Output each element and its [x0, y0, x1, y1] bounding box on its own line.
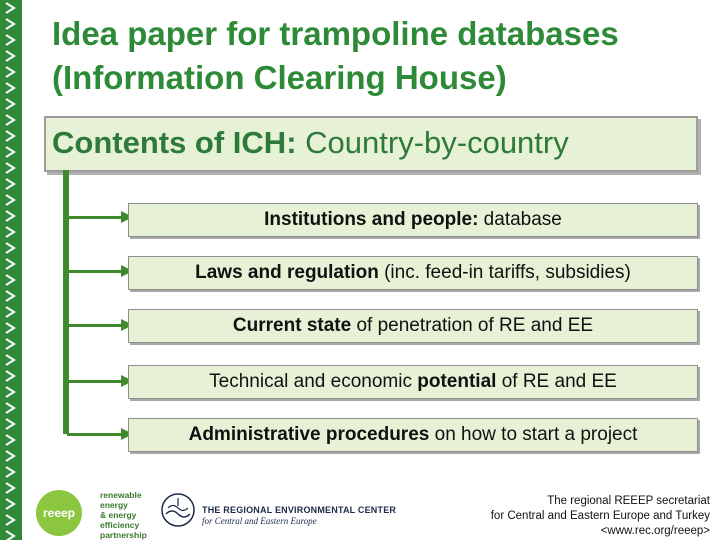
tree-trunk-line [63, 170, 69, 434]
title-line-1: Idea paper for trampoline databases [52, 15, 619, 52]
item-text-bold: Laws and regulation [195, 262, 379, 283]
rec-name: THE REGIONAL ENVIRONMENTAL CENTER [202, 505, 397, 515]
item-text-post: database [478, 209, 562, 230]
footer-line-1: The regional REEEP secretariat [547, 495, 710, 507]
branch-arrow-icon [67, 270, 129, 273]
item-text-bold: Institutions and people: [264, 209, 479, 230]
item-text-post: of penetration of RE and EE [351, 315, 594, 336]
stripe-arrows-icon [0, 0, 22, 540]
content-item-laws [128, 256, 698, 290]
reeep-logo [36, 490, 82, 536]
footer-contact [491, 494, 710, 539]
footer-link[interactable]: <www.rec.org/reeep> [600, 525, 710, 537]
reeep-word: efficiency [100, 520, 140, 530]
reeep-word: partnership [100, 530, 147, 540]
rec-logo-icon [160, 492, 196, 528]
item-text-pre: Technical and economic [209, 371, 418, 392]
reeep-word: renewable [100, 490, 142, 500]
content-item-potential [128, 365, 698, 399]
footer-line-2: for Central and Eastern Europe and Turkey [490, 510, 710, 522]
section-header-rest: Country-by-country [296, 125, 569, 160]
reeep-word: & energy [100, 510, 137, 520]
content-item-institutions [128, 203, 698, 237]
branch-arrow-icon [67, 433, 129, 436]
item-text-post: on how to start a project [429, 424, 638, 445]
slide-title [52, 12, 692, 100]
reeep-logo-circle: reeep [36, 490, 82, 536]
rec-subtitle: for Central and Eastern Europe [202, 516, 317, 526]
content-item-current-state [128, 309, 698, 343]
item-text-post: of RE and EE [496, 371, 617, 392]
reeep-word: energy [100, 500, 128, 510]
reeep-tagline [100, 490, 147, 540]
item-text-post: (inc. feed-in tariffs, subsidies) [378, 262, 631, 283]
branch-arrow-icon [67, 216, 129, 219]
section-header [52, 125, 569, 161]
rec-logo-text [202, 505, 396, 527]
section-header-bold: Contents of ICH: [52, 125, 297, 160]
section-header-box [44, 116, 698, 172]
item-text-bold: Administrative procedures [188, 424, 430, 445]
item-text-bold: Current state [232, 315, 352, 336]
left-decorative-stripe [0, 0, 22, 540]
title-line-2: (Information Clearing House) [52, 59, 507, 96]
branch-arrow-icon [67, 324, 129, 327]
item-text-bold: potential [417, 371, 497, 392]
branch-arrow-icon [67, 380, 129, 383]
content-item-procedures [128, 418, 698, 452]
